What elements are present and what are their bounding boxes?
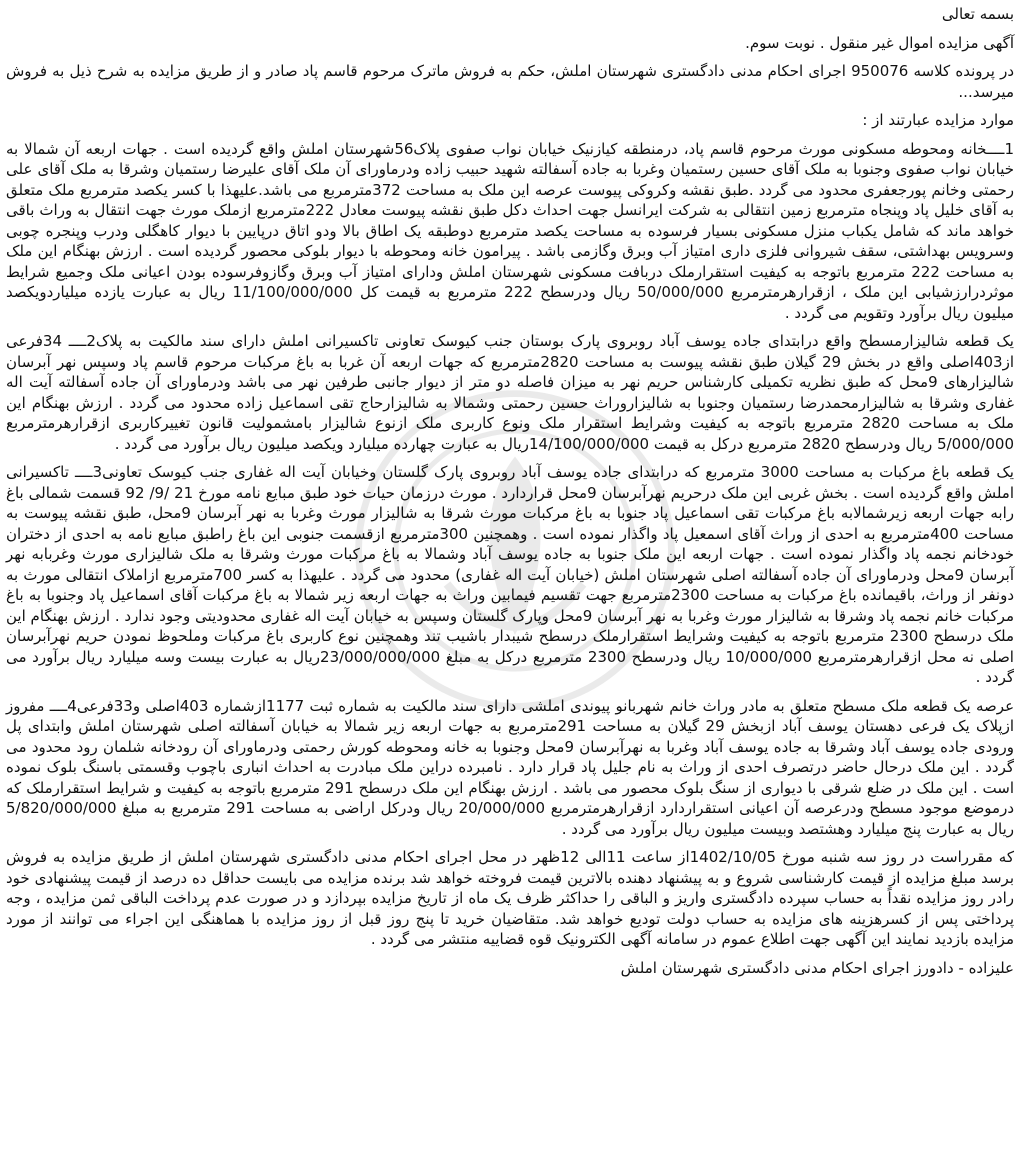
items-heading: موارد مزایده عبارتند از : xyxy=(862,111,1014,129)
auction-terms-paragraph: که مقرراست در روز سه شنبه مورخ 1402/10/05از ساعت 11الی 12ظهر در محل اجرای احکام مدنی دادگستری شهرستان املش از طریق مزایده به فروش برسد مبلغ مزایده از قیمت کارشناسی شروع و به پیشنهاد دهنده بالاترین قیمت فروخته خواهد شد برنده مزایده می بایست حداقل ده درصد از قیمت پیشنهادی خود رادر روز مزایده نقداً به حساب سپرده دادگستری واریز و الباقی را حداکثر ظرف یک ماه از تاریخ مزایده بپردازد و در صورت عدم پرداخت الباقی ثمن مزایده ، وجه پرداختی پس از کسرهزینه های مزایده به حساب دولت تودیع خواهد شد. متقاضیان خرید تا پنج روز قبل از روز مزایده با هماهنگی این اجراء می توانند از مورد مزایده بازدید نمایند این آگهی جهت اطلاع عموم در سامانه آگهی الکترونیک قوه قضاییه منتشر می گردد . xyxy=(6,848,1014,948)
auction-item-4: عرصه یک قطعه ملک مسطح متعلق به مادر وراث خانم شهربانو پیوندی املشی دارای سند مالکیت به شماره ثبت 1177ازشماره 403اصلی و33فرعی4ــــ مفروز ازپلاک یک فرعی دهستان یوسف آباد ازبخش 29 گیلان به مساحت 291مترمربع به جهات اربعه زیر شمالا به خیابان آسفالته اصلی شهرستان املش وابتدای پل ورودی جاده یوسف آباد وشرقا به جاده یوسف آباد وغربا به نهرآبرسان 9محل وجنوبا به خانه ومحوطه کورش رحمتی ودرماورای آن رودخانه شلمان رود محدود می گردد . این ملک درحال حاضر درتصرف احدی از وراث به نام جلیل پاد قرار دارد . نامبرده دراین ملک مبادرت به احداث انباری باچوب وقسمتی باسنگ بلوک نموده است . این ملک در ضلع شرقی با دیواری از سنگ بلوک محصور می باشد . ارزش بهنگام این ملک درسطح 291 مترمربع باتوجه به کیفیت و شرایط استقرارملک که درموضع موجود مسطح ودرعرصه آن اعیانی استقراردارد ازقرارهرمترمربع 20/000/000 ریال ودرکل اراضی به مساحت 291 مترمربع به مبلغ 5/820/000/000 ریال به عبارت پنج میلیارد وهشتصد وبیست میلیون ریال برآورد می گردد . xyxy=(6,696,1015,838)
auction-notice-document xyxy=(6,4,1014,986)
auction-item-1: 1ــــخانه ومحوطه مسکونی مورث مرحوم قاسم پاد، درمنطقه کیازنیک خیابان نواب صفوی پلاک56شهرستان املش واقع گردیده است . جهات اربعه آن شمالا به خیابان نواب صفوی وجنوبا به ملک آقای حسین رستمیان وغربا به جاده آسفالته شهید حبیب زاده ودرماورای آن ملک آقای علیرضا رستمیان وشرقا به ملک آقای علی رحمتی وخانم پورجعفری محدود می گردد .طبق نقشه وکروکی پیوست عرصه این ملک به مساحت 372مترمربع می باشد.علیهذا با کسر یکصد مترمربع ملک متعلق به آقای خلیل پاد وپنجاه مترمربع زمین انتقالی به شرکت ایرانسل جهت احداث دکل طبق نقشه پیوست معادل 222مترمربع ازملک مورث جهت انتقال به وراث باقی خواهد ماند که شامل یکباب منزل مسکونی بسیار فرسوده به مساحت یکصد مترمربع دوطبقه یک اطاق بالا ودو اتاق درپایین با دیوار کاهگلی ودرب وپنجره چوبی وسرویس بهداشتی، سقف شیروانی فلزی داری امتیاز آب وبرق وگازمی باشد . پیرامون خانه ومحوطه با دیوار بلوکی محصور گردیده است . ارزش بهنگام این ملک به مساحت 222 مترمربع باتوجه به کیفیت استقرارملک دربافت مسکونی شهرستان املش ودارای امتیاز آب وبرق وگازوفرسوده بودن اعیانی ملک وجمیع شرایط موثردرارزشیابی این ملک ، ازقرارهرمترمربع 50/000/000 ریال ودرسطح 222 مترمربع به قیمت کل 11/100/000/000 ریال به عبارت یازده میلیاردویکصد میلیون ریال برآورد وتقویم می گردد . xyxy=(6,139,1014,322)
case-intro-paragraph: در پرونده کلاسه 950076 اجرای احکام مدنی دادگستری شهرستان املش، حکم به فروش ماترک مرحوم قاسم پاد صادر و از طریق مزایده به شرح ذیل به فروش میرسد... xyxy=(6,62,1015,101)
signature-line: علیزاده - دادورز اجرای احکام مدنی دادگستری شهرستان املش xyxy=(620,958,1014,977)
auction-item-3: یک قطعه باغ مرکبات به مساحت 3000 مترمربع که درابتدای جاده یوسف آباد روبروی پارک گلستان وخیابان آیت اله غفاری جنب کیوسک تعاونی3ــــ تاکسیرانی املش واقع گردیده است . بخش غربی این ملک درحریم نهرآبرسان 9محل قراردارد . مورث درزمان حیات خود طبق مبایع نامه مورخ 21 /9/ 92 قسمت شمالی باغ رابه جهات اربعه زیرشمالابه باغ مرکبات تقی اسماعیل پاد جنوبا به باغ مرکبات مورث شرقا به شالیزار مورث وغربا به نهر آبرسان 9محل، طبق نقشه پیوست به مساحت 400مترمربع به احدی از وراث آقای اسمعیل پاد واگذار نموده است . وهمچنین 300مترمربع ازقسمت جنوبی این باغ راطبق مبایع نامه به احدی از دختران خودخانم نجمه پاد واگذار نموده است . جهات اربعه این ملک جنوبا به جاده یوسف آباد وشمالا به باغ مرکبات مورث وشرقا به ملک شالیزاری مورث وغربابه نهر آبرسان 9محل ودرماورای آن جاده آسفالته اصلی شهرستان املش (خیابان آیت اله غفاری) محدود می گردد . علیهذا به کسر 700مترمربع ازاملاک انتقالی مورث به دونفر از وراث، باقیمانده باغ مرکبات به مساحت 2300مترمربع جهت تقسیم فیمابین وراث به جهات اربعه زیر شمالا به باغ مرکبات آقای اسماعیل پاد وجنوبا به باغ مرکبات خانم نجمه پاد وشرقا به شالیزار مورث وغربا به نهر آبرسان 9محل وپارک گلستان وسپس به خیابان آیت اله غفاری محدودیتی وجود ندارد . ارزش بهنگام این ملک درسطح 2300 مترمربع باتوجه به کیفیت وشرایط استقرارملک درسطح شیبدار باشیب تند وهمچنین نوع کاربری باغ مرکبات وملحوظ نمودن حریم نهرآبرسان اصلی نه محل ازقرارهرمترمربع 10/000/000 ریال ودرسطح 2300 مترمربع درکل به مبلغ 23/000/000/000ریال به عبارت بیست وسه میلیارد ریال برآورد می گردد . xyxy=(6,463,1015,686)
basmala-heading: بسمه تعالی xyxy=(941,5,1014,23)
notice-title: آگهی مزایده اموال غیر منقول . نوبت سوم. xyxy=(745,33,1014,52)
auction-item-2: یک قطعه شالیزارمسطح واقع درابتدای جاده یوسف آباد روبروی پارک بوستان جنب کیوسک تعاونی تاکسیرانی املش دارای سند مالکیت به پلاک2ــــ 34فرعی از403اصلی واقع در بخش 29 گیلان طبق نقشه پیوست به مساحت 2820مترمربع که جهات اربعه آن غربا به باغ مرکبات مرحوم قاسم پاد وسپس نهر آبرسان شالیزارهای 9محل که طبق نظریه تکمیلی کارشناس حریم نهر به میزان فاصله دو متر از دیوار جانبی طرفین نهر می باشد ودرماورای آن جاده آسفالته آیت اله غفاری وشرقا به شالیزارمحمدرضا رستمیان وجنوبا به شالیزاروراث حسین رحمتی وشمالا به شالیزارحاج تقی اسماعیل زاده محدود می گردد . ارزش بهنگام این ملک به مساحت 2820 مترمربع باتوجه به کیفیت وشرایط استقرار ملک ونوع کاربری ملک ازنوع شالیزار بامشمولیت قانون تغییرکاربری ازقرارهرمترمربع 5/000/000 ریال ودرسطح 2820 مترمربع درکل به قیمت 14/100/000/000ریال به عبارت چهارده میلیارد ویکصد میلیون ریال برآورد می گردد . xyxy=(6,332,1015,453)
